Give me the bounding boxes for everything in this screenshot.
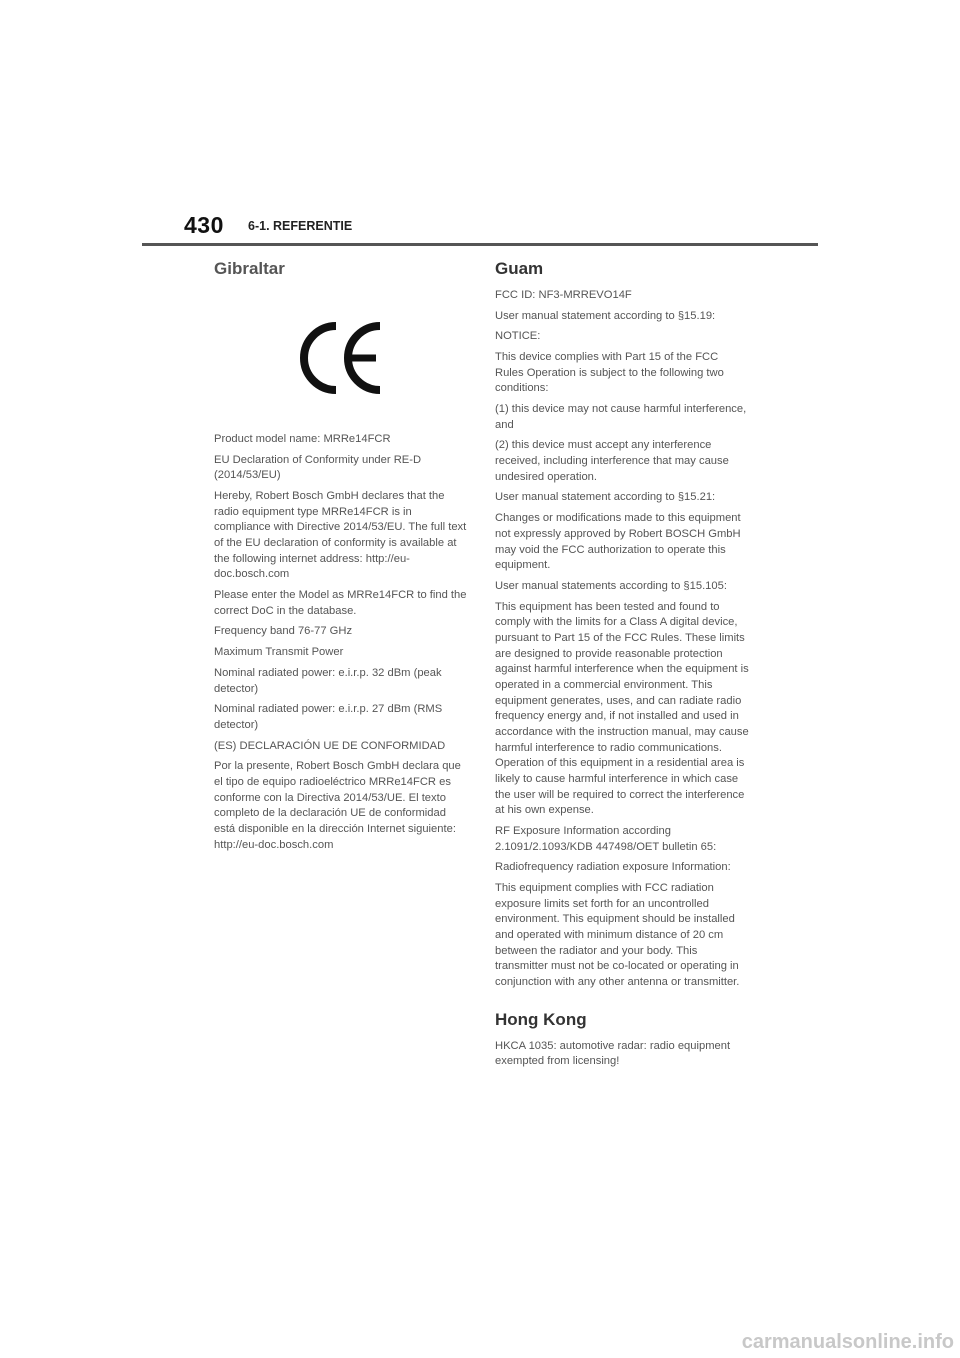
paragraph: Hereby, Robert Bosch GmbH declares that the radio equipment type MRRe14FCR is in compliance with Directive 2014/53/EU. The full text of the EU declaration of conformity is available at the following internet address: http://eu-doc.bosch.com [214, 490, 467, 581]
paragraph: Radiofrequency radiation exposure Information: [495, 861, 731, 874]
paragraph: User manual statement according to §15.19: [495, 309, 716, 322]
section-heading-hong-kong: Hong Kong [495, 1009, 587, 1029]
header-rule [142, 243, 818, 246]
paragraph: Please enter the Model as MRRe14FCR to find the correct DoC in the database. [214, 589, 467, 617]
paragraph: RF Exposure Information according 2.1091/2.1093/KDB 447498/OET bulletin 65: [495, 824, 717, 853]
paragraph: (2) this device must accept any interference received, including interference that may cause undesired operation. [495, 439, 729, 483]
paragraph: User manual statements according to §15.105: [495, 579, 727, 592]
paragraph: Frequency band 76-77 GHz [214, 625, 353, 638]
paragraph: HKCA 1035: automotive radar: radio equipment exempted from licensing! [495, 1039, 731, 1068]
paragraph: This equipment has been tested and found to comply with the limits for a Class A digital device, pursuant to Part 15 of the FCC Rules. These limits are designed to provide reasonable protection against harmful interference when the equipment is operated in a commercial environment. This equipment generates, uses, and can radiate radio frequency energy and, if not installed and used in accordance with the instruction manual, may cause harmful interference to radio communications. Operation of this equipment in a residential area is likely to cause harmful interference in which case the user will be required to correct the interference at his own expense. [495, 600, 749, 817]
paragraph: This device complies with Part 15 of the FCC Rules Operation is subject to the following two conditions: [495, 351, 724, 395]
watermark: carmanualsonline.info [741, 1331, 954, 1353]
section-heading-guam: Guam [495, 259, 544, 278]
chapter-title: 6-1. REFERENTIE [248, 219, 353, 233]
paragraph: Nominal radiated power: e.i.r.p. 32 dBm (peak detector) [214, 666, 442, 695]
paragraph: (1) this device may not cause harmful interference, and [495, 403, 747, 431]
page-number: 430 [184, 212, 224, 238]
paragraph: NOTICE: [495, 330, 541, 343]
ce-mark-icon [294, 320, 390, 396]
paragraph: FCC ID: NF3-MRREVO14F [495, 289, 632, 302]
left-column [214, 258, 468, 858]
paragraph: Maximum Transmit Power [214, 646, 344, 659]
paragraph: (ES) DECLARACIÓN UE DE CONFORMIDAD [214, 739, 446, 752]
paragraph: User manual statement according to §15.21: [495, 491, 716, 504]
paragraph: This equipment complies with FCC radiation exposure limits set forth for an uncontrolled environment. This equipment should be installed and operated with minimum distance of 20 cm between the radiator and your body. This transmitter must not be co-located or operating in conjunction with any other antenna or transmitter. [495, 881, 740, 988]
paragraph: EU Declaration of Conformity under RE-D (2014/53/EU) [214, 453, 422, 482]
paragraph: Por la presente, Robert Bosch GmbH declara que el tipo de equipo radioeléctrico MRRe14FCR es conforme con la Directiva 2014/53/UE. El texto completo de la declaración UE de conformidad está disponible en la dirección Internet siguiente: http://eu-doc.bosch.com [214, 760, 461, 851]
paragraph: Changes or modifications made to this equipment not expressly approved by Robert BOSCH GmbH may void the FCC authorization to operate this equipment. [495, 512, 741, 572]
right-column [495, 258, 749, 1075]
section-heading-gibraltar: Gibraltar [214, 259, 285, 278]
paragraph: Nominal radiated power: e.i.r.p. 27 dBm (RMS detector) [214, 703, 443, 731]
paragraph: Product model name: MRRe14FCR [214, 433, 391, 446]
